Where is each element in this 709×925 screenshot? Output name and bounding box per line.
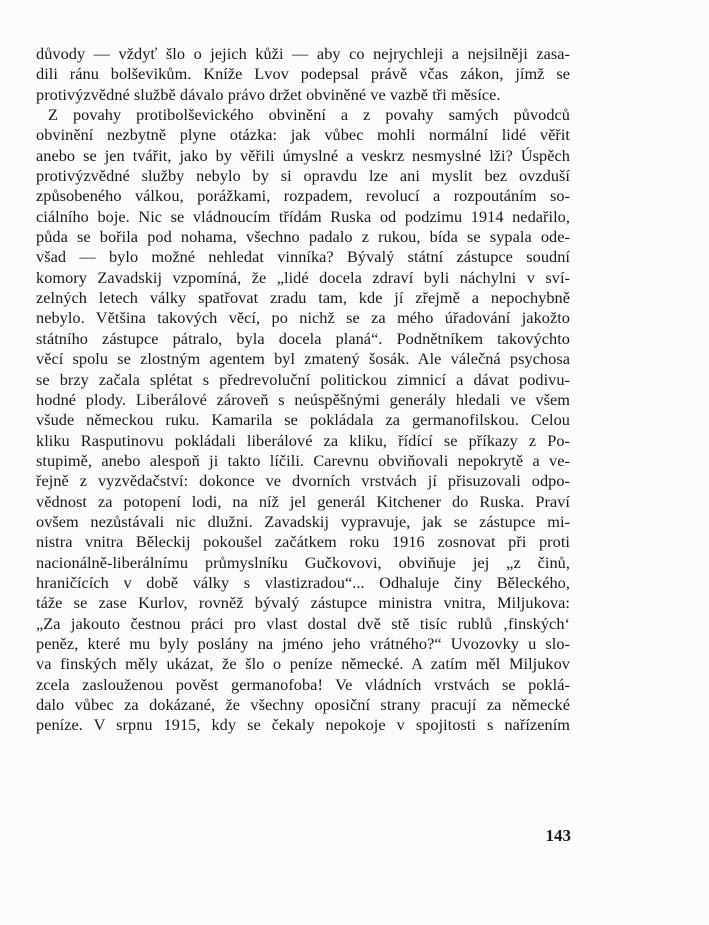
- text-line: se brzy začala splétat s předrevoluční politickou zimnicí a dávat podivu-: [36, 369, 570, 389]
- text-line: důvody — vždyť šlo o jejich kůži — aby co nejrychleji a nejsilněji zasa-: [36, 44, 570, 63]
- text-line: nacionálně-liberálnímu průmyslníku Gučkovovi, obviňuje jej „z činů,: [36, 552, 570, 572]
- text-line: zelných letech války spatřovat zradu tam, kde jí zřejmě a nepochybně: [36, 288, 570, 308]
- text-line: zcela zaslouženou pověst germanofoba! Ve vládních vrstvách se poklá-: [36, 674, 570, 694]
- text-line: anebo se jen tvářit, jako by věřili úmyslné a veskrz nesmyslné lži? Úspěch: [36, 145, 570, 165]
- text-line: všad — bylo možné nehledat vinníka? Bývalý státní zástupce soudní: [36, 247, 570, 267]
- text-line: způsobeného válkou, porážkami, rozpadem, revolucí a rozpoutáním so-: [36, 186, 570, 206]
- text-line: táže se zase Kurlov, rovněž bývalý zástupce ministra vnitra, Miljukova:: [36, 593, 570, 613]
- text-line: nistra vnitra Běleckij pokoušel začátkem roku 1916 zosnovat při proti: [36, 532, 570, 552]
- text-line: dalo vůbec za dokázané, že všechny oposiční strany pracují za německé: [36, 695, 570, 714]
- text-line: věcí spolu se zlostným agentem byl zmatený šosák. Ale válečná psychosa: [36, 349, 570, 369]
- body-text: [36, 44, 570, 736]
- text-line: hraničících v době války s vlastizradou“... Odhaluje činy Běleckého,: [36, 572, 570, 592]
- text-line: hodné plody. Liberálové zároveň s neúspěšnými generály hledali ve všem: [36, 389, 570, 409]
- text-line: státního zástupce pátralo, byla docela planá“. Podnětníkem takovýchto: [36, 328, 570, 348]
- text-line: všude německou ruku. Kamarila se pokládala za germanofilskou. Celou: [36, 410, 570, 430]
- page-number: 143: [545, 826, 571, 845]
- text-line: komory Zavadskij vzpomíná, že „lidé docela zdraví byli náchylni v sví-: [36, 267, 570, 287]
- text-line: vědnost za potopení lodi, na níž jel generál Kitchener do Ruska. Praví: [36, 491, 570, 511]
- text-line: obvinění nezbytně plyne otázka: jak vůbec mohli normální lidé věřit: [36, 125, 570, 145]
- text-line: dili ránu bolševikům. Kníže Lvov podepsal právě včas zákon, jímž se: [36, 64, 570, 84]
- text-line: „Za jakouto čestnou práci pro vlast dostal dvě stě tisíc rublů ‚finských‘: [36, 613, 570, 633]
- text-line: Z povahy protibolševického obvinění a z povahy samých původců: [48, 105, 570, 125]
- text-line: stupimě, anebo alespoň ji takto líčili. Carevnu obviňovali nepokrytě a ve-: [36, 450, 570, 470]
- text-line: protivýzvědné služby nebylo by si opravdu lze ani myslit bez ovzduší: [36, 166, 570, 186]
- text-line: nebylo. Většina takových věcí, po nichž se za mého úřadování jakožto: [36, 308, 570, 328]
- text-line: řejně z vyzvědačství: dokonce ve dvorních vrstvách jí přisuzovali odpo-: [36, 471, 570, 491]
- text-line: va finských měly ukázat, že šlo o peníze německé. A zatím měl Miljukov: [36, 654, 570, 674]
- text-line: protivýzvědné službě dávalo právo držet obviněné ve vazbě tři měsíce.: [36, 84, 501, 104]
- text-line: peníze. V srpnu 1915, kdy se čekaly nepokoje v spojitosti s nařízením: [36, 715, 570, 735]
- text-line: peněz, které mu byly poslány na jméno jeho vrátného?“ Uvozovky u slo-: [36, 633, 570, 653]
- text-line: ovšem nezůstávali nic dlužni. Zavadskij vypravuje, jak se zástupce mi-: [36, 511, 570, 531]
- text-line: ciálního boje. Nic se vládnoucím třídám Ruska od podzimu 1914 nedařilo,: [36, 206, 570, 226]
- text-line: kliku Rasputinovu pokládali liberálové za kliku, řídící se příkazy z Po-: [36, 430, 570, 450]
- text-line: půda se bořila pod nohama, všechno padalo z rukou, bída se sypala ode-: [36, 227, 570, 247]
